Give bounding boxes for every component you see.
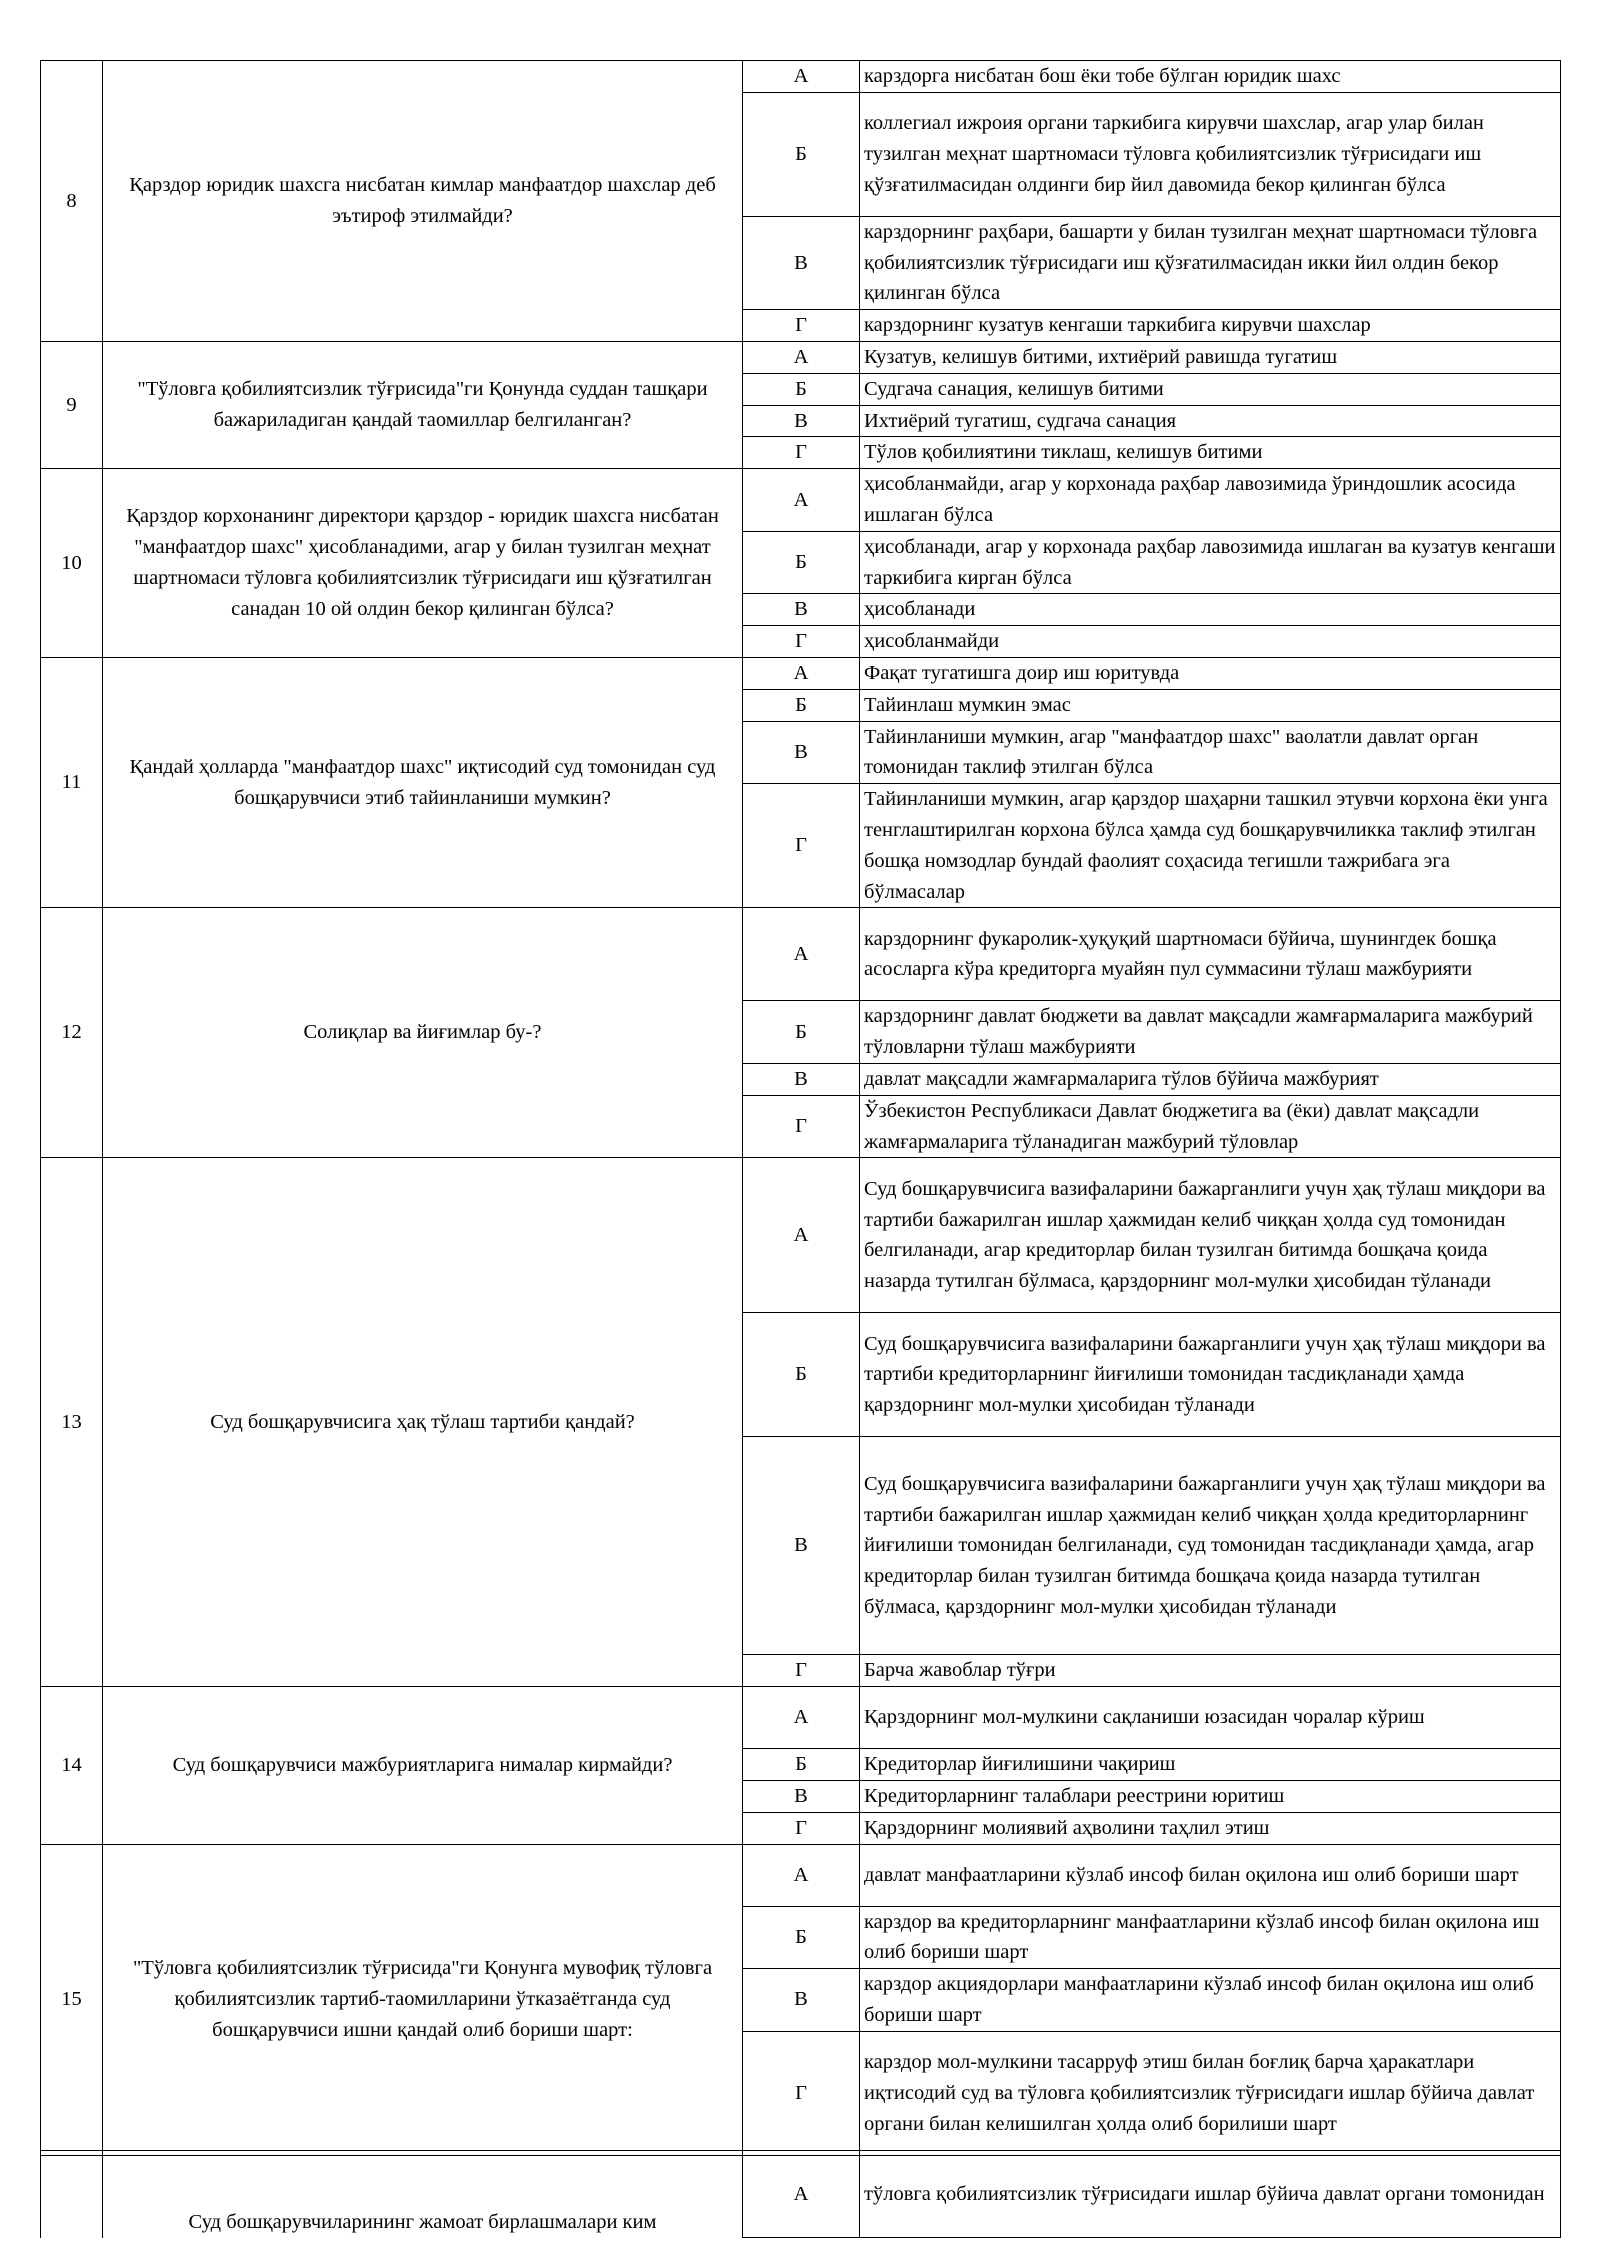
answer-text: карздорнинг давлат бюджети ва давлат мақсадли жамғармаларига мажбурий тўловларни тўлаш мажбурияти <box>860 1001 1561 1064</box>
answer-text: Тайинланиши мумкин, агар қарздор шаҳарни ташкил этувчи корхона ёки унга тенглаштирилган корхона бўлса ҳамда суд бошқарувчиликка таклиф этилган бошқа номзодлар бундай фаолият соҳасида тегишли тажрибага эга бўлмасалар <box>860 784 1561 908</box>
question-text: Суд бошқарувчиларининг жамоат бирлашмалари ким <box>103 2151 743 2238</box>
answer-text: Кредиторларнинг талаблари реестрини юритиш <box>860 1780 1561 1812</box>
answer-letter: В <box>743 216 860 309</box>
answer-letter: Г <box>743 2031 860 2155</box>
answer-letter: А <box>743 908 860 1001</box>
question-text: Қандай ҳолларда "манфаатдор шахс" иқтисодий суд томонидан суд бошқарувчиси этиб тайинланиши мумкин? <box>103 657 743 907</box>
answer-letter: А <box>743 469 860 532</box>
answer-text: давлат мақсадли жамғармаларига тўлов бўйича мажбурият <box>860 1063 1561 1095</box>
answer-letter: Б <box>743 1001 860 1064</box>
answer-row <box>41 469 1561 532</box>
answer-text: карздорнинг кузатув кенгаши таркибига кирувчи шахслар <box>860 310 1561 342</box>
answer-row <box>41 908 1561 1001</box>
answer-text: Кредиторлар йиғилишини чақириш <box>860 1749 1561 1781</box>
question-number: 8 <box>41 61 103 342</box>
answer-letter: А <box>743 1687 860 1749</box>
answer-letter: В <box>743 1437 860 1655</box>
question-number: 12 <box>41 908 103 1158</box>
answer-text: Ўзбекистон Республикаси Давлат бюджетига ва (ёки) давлат мақсадли жамғармаларига тўланадиган мажбурий тўловлар <box>860 1095 1561 1158</box>
cut-off-question-wrap <box>40 2150 1560 2233</box>
answer-text: коллегиал ижроия органи таркибига кирувчи шахслар, агар улар билан тузилган меҳнат шартномаси тўловга қобилиятсизлик тўғрисидаги иш қўзғатилмасидан олдинги бир йил давомида бекор қилинган бўлса <box>860 92 1561 216</box>
answer-letter: А <box>743 341 860 373</box>
answer-text: ҳисобланади <box>860 594 1561 626</box>
answer-letter: Б <box>743 1906 860 1969</box>
answer-row <box>41 61 1561 93</box>
answer-text: Судгача санация, келишув битими <box>860 373 1561 405</box>
answer-row <box>41 1687 1561 1749</box>
answer-letter: В <box>743 1063 860 1095</box>
answer-letter: В <box>743 1780 860 1812</box>
answer-text: ҳисобланмайди <box>860 626 1561 658</box>
questions-table <box>40 60 1561 2156</box>
answer-text: ҳисобланади, агар у корхонада раҳбар лавозимида ишлаган ва кузатув кенгаши таркибига кирган бўлса <box>860 531 1561 594</box>
answer-text: Тўлов қобилиятини тиклаш, келишув битими <box>860 437 1561 469</box>
answer-letter: Б <box>743 1749 860 1781</box>
answer-text: Қарздорнинг мол-мулкини сақланиши юзасидан чоралар кўриш <box>860 1687 1561 1749</box>
answer-text: карздорнинг раҳбари, башарти у билан тузилган меҳнат шартномаси тўловга қобилиятсизлик тўғрисидаги иш қўзғатилмасидан икки йил олдин бекор қилинган бўлса <box>860 216 1561 309</box>
answer-row <box>41 657 1561 689</box>
answer-row <box>41 1844 1561 1906</box>
answer-letter: В <box>743 594 860 626</box>
answer-text: карздорнинг фукаролик-ҳуқуқий шартномаси бўйича, шунингдек бошқа асосларга кўра кредиторга муайян пул суммасини тўлаш мажбурияти <box>860 908 1561 1001</box>
answer-text: давлат манфаатларини кўзлаб инсоф билан оқилона иш олиб бориши шарт <box>860 1844 1561 1906</box>
answer-text: Суд бошқарувчисига вазифаларини бажарганлиги учун ҳақ тўлаш миқдори ва тартиби кредиторларнинг йиғилиши томонидан тасдиқланади ҳамда қарздорнинг мол-мулки ҳисобидан тўланади <box>860 1313 1561 1437</box>
question-number: 9 <box>41 341 103 468</box>
question-text: "Тўловга қобилиятсизлик тўғрисида"ги Қонунга мувофиқ тўловга қобилиятсизлик тартиб-таомилларини ўтказаётганда суд бошқарувчиси ишни қандай олиб бориши шарт: <box>103 1844 743 2155</box>
answer-letter: Г <box>743 437 860 469</box>
answer-row <box>41 341 1561 373</box>
answer-text: Суд бошқарувчисига вазифаларини бажарганлиги учун ҳақ тўлаш миқдори ва тартиби бажарилган ишлар ҳажмидан келиб чиққан ҳолда суд томонидан белгиланади, агар кредиторлар билан тузилган битимда бошқача қоида назарда тутилган бўлмаса, қарздорнинг мол-мулки ҳисобидан тўланади <box>860 1158 1561 1313</box>
question-number: 10 <box>41 469 103 658</box>
answer-text: Тайинланиши мумкин, агар "манфаатдор шахс" ваолатли давлат орган томонидан таклиф этилган бўлса <box>860 721 1561 784</box>
answer-letter: А <box>743 657 860 689</box>
answer-row <box>41 2151 1561 2238</box>
answer-letter: Б <box>743 92 860 216</box>
question-number <box>41 2151 103 2238</box>
answer-letter: В <box>743 1969 860 2032</box>
question-text: Қарздор корхонанинг директори қарздор - юридик шахсга нисбатан "манфаатдор шахс" ҳисобланадими, агар у билан тузилган меҳнат шартномаси тўловга қобилиятсизлик тўғрисидаги иш қўзғатилган санадан 10 ой олдин бекор қилинган бўлса? <box>103 469 743 658</box>
cut-off-question-table <box>40 2150 1561 2238</box>
answer-letter: Г <box>743 1812 860 1844</box>
answer-letter: Г <box>743 310 860 342</box>
answer-letter: В <box>743 721 860 784</box>
answer-letter: В <box>743 405 860 437</box>
answer-text: тўловга қобилиятсизлик тўғрисидаги ишлар бўйича давлат органи томонидан <box>860 2151 1561 2238</box>
answer-text: карздорга нисбатан бош ёки тобе бўлган юридик шахс <box>860 61 1561 93</box>
answer-letter: Г <box>743 1655 860 1687</box>
question-text: Суд бошқарувчисига ҳақ тўлаш тартиби қандай? <box>103 1158 743 1687</box>
question-number: 14 <box>41 1687 103 1844</box>
answer-letter: А <box>743 61 860 93</box>
answer-text: Кузатув, келишув битими, ихтиёрий равишда тугатиш <box>860 341 1561 373</box>
answer-text: Қарздорнинг молиявий аҳволини таҳлил этиш <box>860 1812 1561 1844</box>
question-text: Солиқлар ва йиғимлар бу-? <box>103 908 743 1158</box>
answer-letter: Б <box>743 373 860 405</box>
answer-row <box>41 1158 1561 1313</box>
answer-text: Фақат тугатишга доир иш юритувда <box>860 657 1561 689</box>
answer-letter: Г <box>743 784 860 908</box>
answer-text: Барча жавоблар тўғри <box>860 1655 1561 1687</box>
answer-text: ҳисобланмайди, агар у корхонада раҳбар лавозимида ўриндошлик асосида ишлаган бўлса <box>860 469 1561 532</box>
answer-text: карздор ва кредиторларнинг манфаатларини кўзлаб инсоф билан оқилона иш олиб бориши шарт <box>860 1906 1561 1969</box>
answer-letter: Г <box>743 626 860 658</box>
question-number: 11 <box>41 657 103 907</box>
questions-table-body <box>41 61 1561 2156</box>
answer-text: Суд бошқарувчисига вазифаларини бажарганлиги учун ҳақ тўлаш миқдори ва тартиби бажарилган ишлар ҳажмидан келиб чиққан ҳолда кредиторларнинг йиғилиши томонидан белгиланади, суд томонидан тасдиқланади ҳамда, агар кредиторлар билан тузилган битимда бошқача қоида назарда тутилган бўлмаса, қарздорнинг мол-мулки ҳисобидан тўланади <box>860 1437 1561 1655</box>
question-text: "Тўловга қобилиятсизлик тўғрисида"ги Қонунда суддан ташқари бажариладиган қандай таомиллар белгиланган? <box>103 341 743 468</box>
answer-letter: А <box>743 1844 860 1906</box>
answer-letter: А <box>743 2151 860 2238</box>
answer-letter: Б <box>743 531 860 594</box>
answer-text: Ихтиёрий тугатиш, судгача санация <box>860 405 1561 437</box>
answer-text: Тайинлаш мумкин эмас <box>860 689 1561 721</box>
answer-text: карздор акциядорлари манфаатларини кўзлаб инсоф билан оқилона иш олиб бориши шарт <box>860 1969 1561 2032</box>
answer-letter: А <box>743 1158 860 1313</box>
question-text: Суд бошқарувчиси мажбуриятларига нималар кирмайди? <box>103 1687 743 1844</box>
answer-letter: Б <box>743 689 860 721</box>
question-number: 15 <box>41 1844 103 2155</box>
question-number: 13 <box>41 1158 103 1687</box>
answer-letter: Б <box>743 1313 860 1437</box>
answer-text: карздор мол-мулкини тасарруф этиш билан боғлиқ барча ҳаракатлари иқтисодий суд ва тўловга қобилиятсизлик тўғрисидаги ишлар бўйича давлат органи билан келишилган ҳолда олиб борилиши шарт <box>860 2031 1561 2155</box>
question-text: Қарздор юридик шахсга нисбатан кимлар манфаатдор шахслар деб эътироф этилмайди? <box>103 61 743 342</box>
answer-letter: Г <box>743 1095 860 1158</box>
